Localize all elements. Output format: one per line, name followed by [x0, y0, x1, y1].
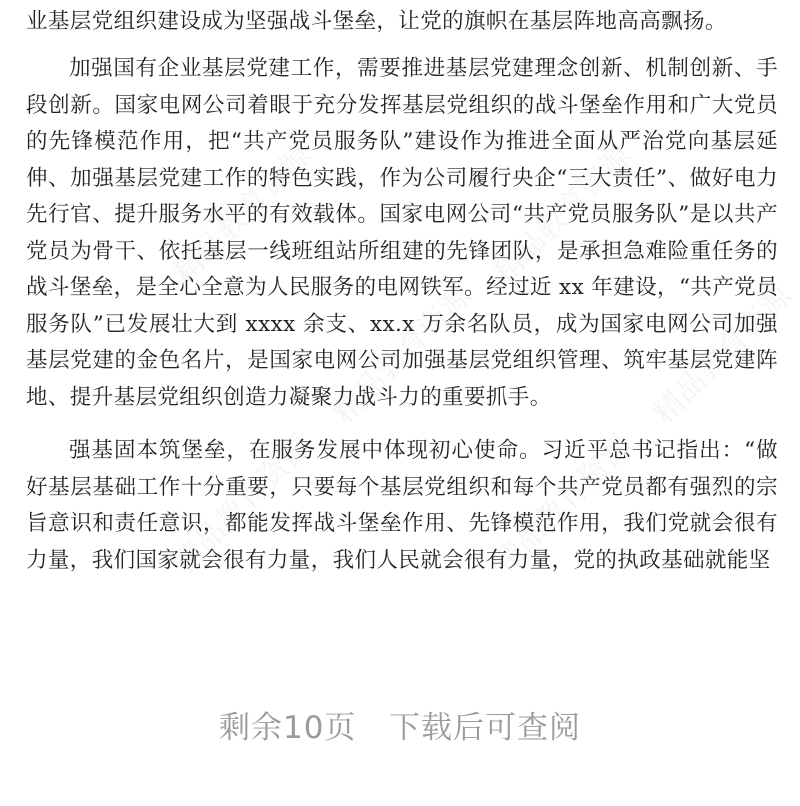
paragraph-continuation: 业基层党组织建设成为坚强战斗堡垒，让党的旗帜在基层阵地高高飘扬。 — [26, 9, 727, 34]
watermark-text: 精品教育资源 — [326, 278, 479, 431]
remaining-pages-label: 剩余10页 — [218, 710, 357, 746]
paragraph-party-building: 加强国有企业基层党建工作，需要推进基层党建理念创新、机制创新、手段创新。国家电网公司着眼于充分发挥基层党组织的战斗堡垒作用和广大党员的先锋模范作用，把“共产党员服务队”建设作为推进全面从严治党向基层延伸、加强基层党建工作的特色实践，作为公司履行央企“三大责任”、做好电力先行官、提升服务水平的有效载体。国家电网公司“共产党员服务队”是以共产党员为骨干、依托基层一线班组站所组建的先锋团队，是承担急难险重任务的战斗堡垒，是全心全意为人民服务的电网铁军。经过近 xx 年建设，“共产党员服务队”已发展壮大到 xxxx 余支、xx.x 万余名队员，成为国家电网公司加强基层党建的金色名片，是国家电网公司加强基层党组织管理、筑牢基层党建阵地、提升基层党组织创造力凝聚力战斗力的重要抓手。 — [26, 56, 778, 410]
watermark-text: 精品教育资源 — [646, 278, 799, 431]
watermark-text: 精品教育资源 — [486, 428, 639, 581]
read-more-button[interactable] — [0, 702, 800, 747]
paragraph-foundation: 强基固本筑堡垒，在服务发展中体现初心使命。习近平总书记指出：“做好基层基础工作十分重要，只要每个基层党组织和每个共产党员都有强烈的宗旨意识和责任意识，都能发挥战斗堡垒作用、先锋模范作用，我们党就会很有力量，我们国家就会很有力量，我们人民就会很有力量，党的执政基础就能坚 — [26, 438, 778, 573]
download-prompt-label: 下载后可查阅 — [389, 710, 581, 746]
watermark-text: 精品教育资源 — [486, 138, 639, 291]
watermark-text: 精品教育资源 — [166, 138, 319, 291]
watermark-text: 精品教育资源 — [166, 428, 319, 581]
